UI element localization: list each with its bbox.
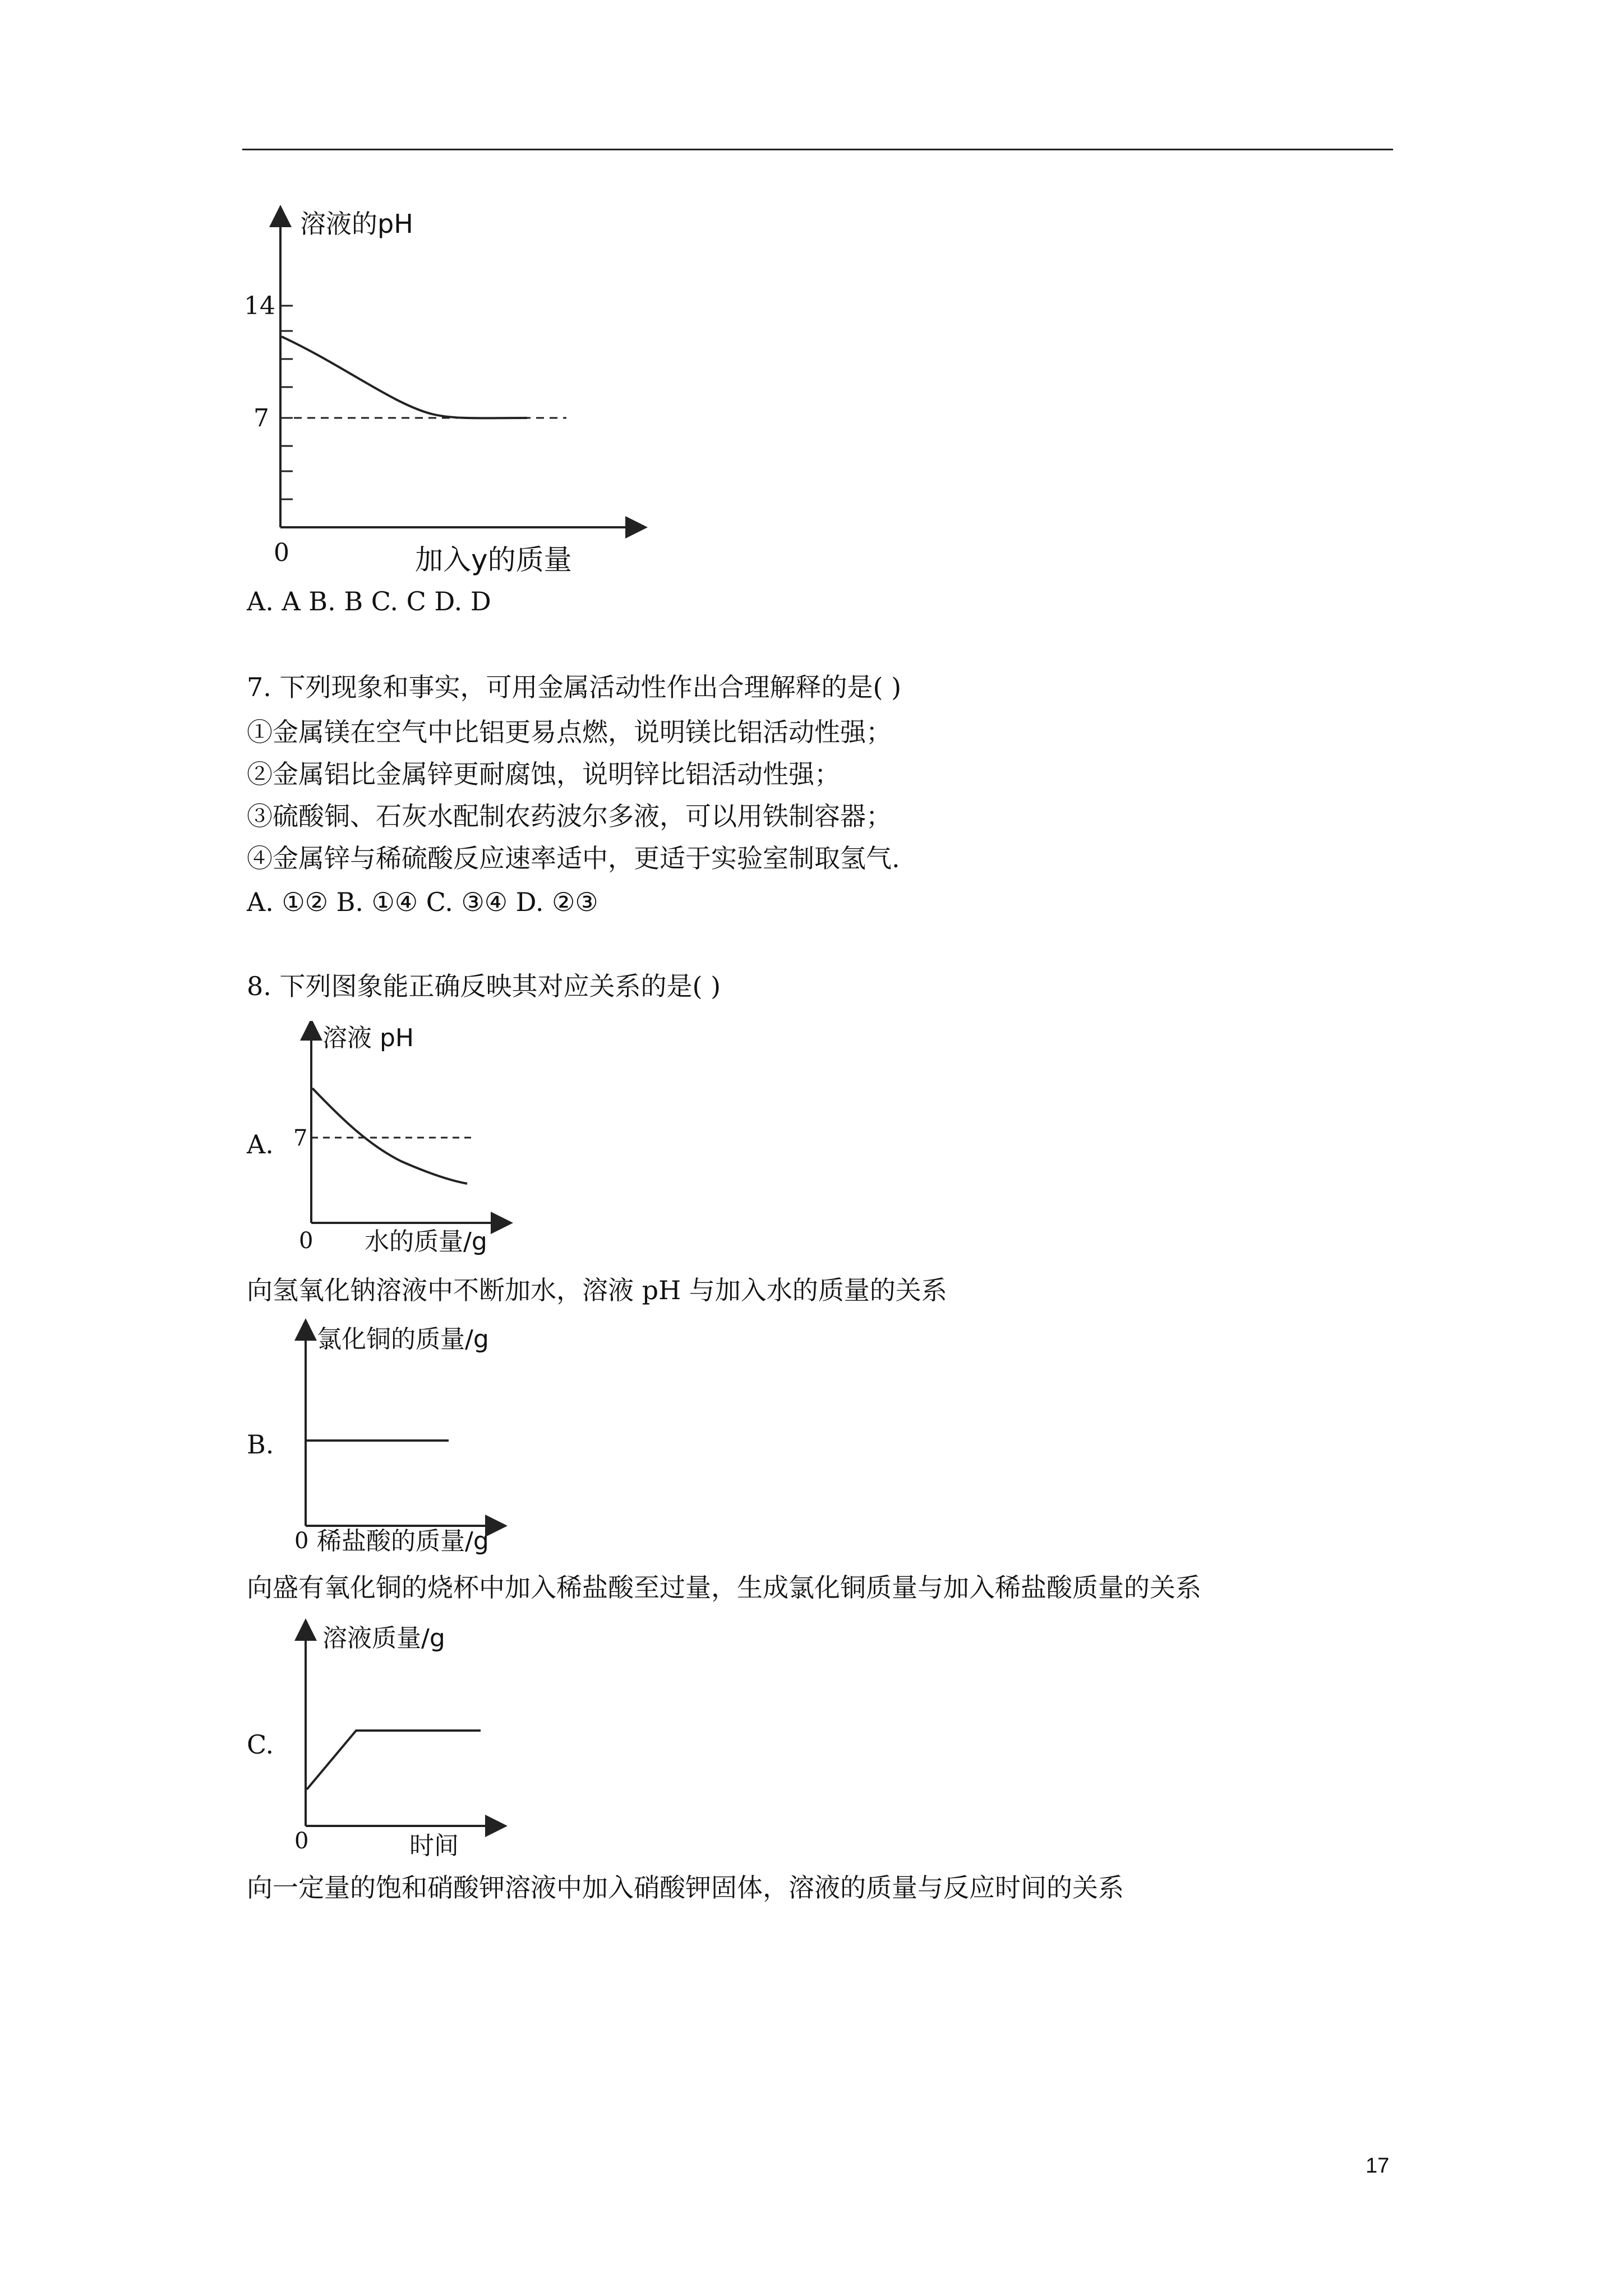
q8-a-origin: 0 <box>299 1228 313 1254</box>
q8-c-chart <box>283 1618 508 1865</box>
q6-tick-7: 7 <box>253 404 269 432</box>
q8-b-ylabel: 氯化铜的质量/g <box>317 1325 489 1354</box>
q8-c-caption: 向一定量的饱和硝酸钾溶液中加入硝酸钾固体，溶液的质量与反应时间的关系 <box>247 1872 1124 1903</box>
q7-options: A. ①② B. ①④ C. ③④ D. ②③ <box>247 887 598 917</box>
q8-a-tick-7: 7 <box>293 1125 308 1151</box>
q7-item-3: ③硫酸铜、石灰水配制农药波尔多液，可以用铁制容器； <box>247 801 892 831</box>
q6-origin: 0 <box>274 539 289 567</box>
q6-chart <box>213 202 662 589</box>
q7-item-4: ④金属锌与稀硫酸反应速率适中，更适于实验室制取氢气. <box>247 843 900 873</box>
q8-a-chart <box>289 1021 513 1268</box>
header-rule <box>242 149 1393 150</box>
q8-a-curve <box>312 1088 467 1184</box>
q8-a-xlabel: 水的质量/g <box>365 1227 487 1256</box>
q8-b-xlabel: 稀盐酸的质量/g <box>317 1527 489 1556</box>
q6-curve <box>282 337 527 418</box>
q6-options: A. A B. B C. C D. D <box>247 586 491 616</box>
q8-c-xlabel: 时间 <box>409 1832 459 1860</box>
q8-a-caption: 向氢氧化钠溶液中不断加水，溶液 pH 与加入水的质量的关系 <box>247 1275 947 1305</box>
q7-item-1: ①金属镁在空气中比铝更易点燃，说明镁比铝活动性强； <box>247 717 892 747</box>
q8-stem: 8. 下列图象能正确反映其对应关系的是( ) <box>247 971 721 1001</box>
q6-ylabel: 溶液的pH <box>300 209 413 239</box>
q8-c-ylabel: 溶液质量/g <box>322 1624 445 1653</box>
q8-b-caption: 向盛有氧化铜的烧杯中加入稀盐酸至过量，生成氯化铜质量与加入稀盐酸质量的关系 <box>247 1572 1201 1603</box>
q8-b-letter: B. <box>247 1429 274 1460</box>
q8-c-letter: C. <box>247 1729 274 1760</box>
q8-a-letter: A. <box>247 1129 274 1159</box>
q6-xlabel: 加入y的质量 <box>415 544 572 576</box>
q6-tick-14: 14 <box>244 292 275 320</box>
q8-c-line <box>307 1731 481 1789</box>
q7-item-2: ②金属铝比金属锌更耐腐蚀，说明锌比铝活动性强； <box>247 759 840 789</box>
q7-stem: 7. 下列现象和事实，可用金属活动性作出合理解释的是( ) <box>247 672 902 702</box>
q8-b-chart <box>283 1318 508 1565</box>
page-number: 17 <box>1366 2154 1390 2178</box>
q8-a-ylabel: 溶液 pH <box>322 1024 414 1052</box>
q8-b-origin: 0 <box>294 1528 309 1554</box>
q8-c-origin: 0 <box>294 1828 309 1854</box>
